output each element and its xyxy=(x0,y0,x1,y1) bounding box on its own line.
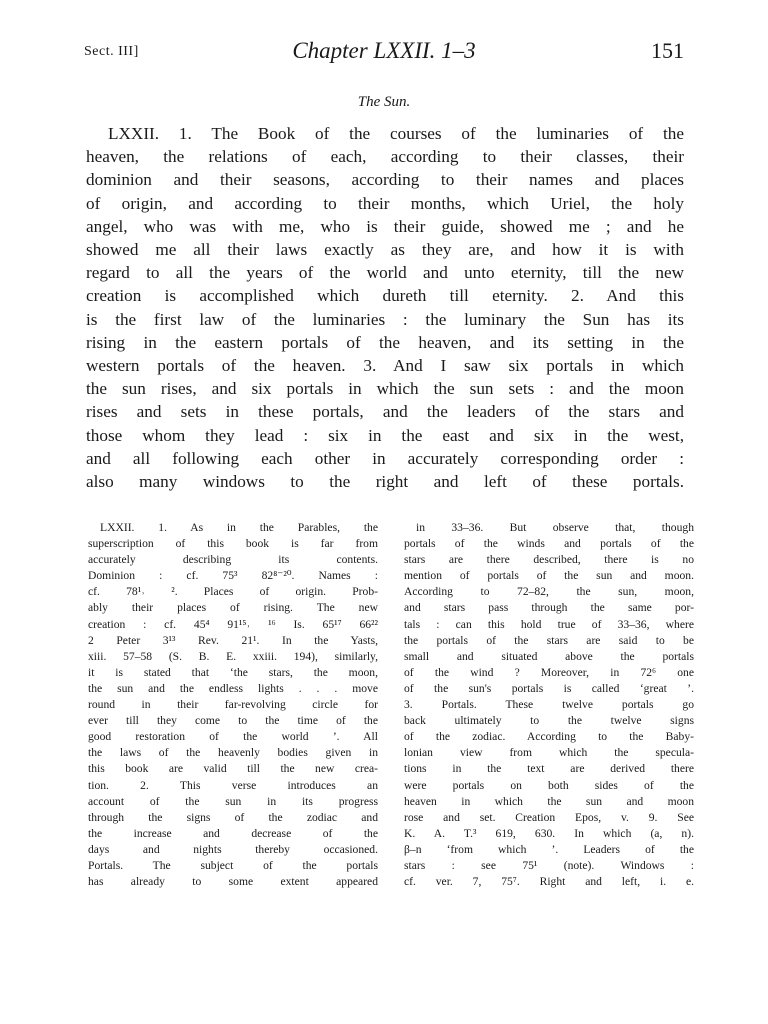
footnote-line: Dominion : cf. 75³ 82⁸⁻²⁰. Names : xyxy=(88,569,378,583)
main-text-line: dominion and their seasons, according to their names and places xyxy=(86,170,684,190)
main-text-line: rising in the eastern portals of the heaven, and its setting in the xyxy=(86,332,684,352)
main-text-line: the sun rises, and six portals in which the sun sets : and the moon xyxy=(86,379,684,399)
main-text-line: of origin, and according to their months, which Uriel, the holy xyxy=(86,193,684,213)
footnote-line: 3. Portals. These twelve portals go xyxy=(404,698,694,712)
footnote-line: back ultimately to the twelve signs xyxy=(404,714,694,728)
footnote-line: tals : can this hold true of 33–36, where xyxy=(404,617,694,631)
footnote-line: LXXII. 1. As in the Parables, the xyxy=(100,521,378,534)
footnote-line: ably their places of rising. The new xyxy=(88,601,378,615)
footnotes-left-column xyxy=(88,520,378,890)
chapter-title: Chapter LXXII. 1–3 xyxy=(292,38,476,63)
footnote-line: in 33–36. But observe that, though xyxy=(416,521,694,534)
main-text-line: creation is accomplished which dureth till eternity. 2. And this xyxy=(86,286,684,306)
footnote-line: were portals on both sides of the xyxy=(404,778,694,792)
main-text-line: those whom they lead : six in the east and six in the west, xyxy=(86,425,684,445)
main-text-line: also many windows to the right and left of these portals. xyxy=(86,472,684,492)
footnote-line: tions in the text are derived there xyxy=(404,762,694,776)
footnote-line: it is stated that ‘the stars, the moon, xyxy=(88,665,378,679)
footnote-line: lonian view from which the specula- xyxy=(404,746,694,760)
main-text-line: regard to all the years of the world and unto eternity, till the new xyxy=(86,263,684,283)
footnote-line: stars : see 75¹ (note). Windows : xyxy=(404,858,694,872)
section-subtitle: The Sun. xyxy=(357,94,411,110)
section-label: Sect. III] xyxy=(84,44,139,59)
footnote-line: this book are valid till the new crea- xyxy=(88,762,378,776)
main-text-line: rises and sets in these portals, and the leaders of the stars and xyxy=(86,402,684,422)
footnote-line: xiii. 57–58 (S. B. E. xxiii. 194), similarly, xyxy=(88,649,378,663)
footnote-line: 2 Peter 3¹³ Rev. 21¹. In the Yasts, xyxy=(88,633,378,647)
footnote-line: good restoration of the world ’. All xyxy=(88,730,378,744)
main-text-line: heaven, the relations of each, according to their classes, their xyxy=(86,147,684,167)
footnote-line: β–n ‘from which ’. Leaders of the xyxy=(404,842,694,856)
footnote-line: the laws of the heavenly bodies given in xyxy=(88,746,378,760)
footnote-line: cf. ver. 7, 75⁷. Right and left, i. e. xyxy=(404,875,694,889)
footnote-line: of the wind ? Moreover, in 72⁶ one xyxy=(404,665,694,679)
page-number: 151 xyxy=(651,38,684,63)
footnote-line: Portals. The subject of the portals xyxy=(88,858,378,872)
footnote-line: stars are there described, there is no xyxy=(404,553,694,567)
footnote-line: mention of portals of the sun and moon. xyxy=(404,569,694,583)
main-text-line: western portals of the heaven. 3. And I saw six portals in which xyxy=(86,356,684,376)
footnote-line: days and nights thereby occasioned. xyxy=(88,842,378,856)
footnote-line: K. A. T.³ 619, 630. In which (a, n). xyxy=(404,826,694,840)
footnote-line: accurately describing its contents. xyxy=(88,553,378,567)
main-text xyxy=(86,122,684,493)
main-text-line: LXXII. 1. The Book of the courses of the luminaries of the xyxy=(108,124,684,143)
footnote-line: cf. 78¹˒ ². Places of origin. Prob- xyxy=(88,585,378,599)
footnote-line: ever till they come to the time of the xyxy=(88,714,378,728)
main-text-line: is the first law of the luminaries : the luminary the Sun has its xyxy=(86,309,684,329)
running-header xyxy=(84,38,684,68)
footnote-line: of the zodiac. According to the Baby- xyxy=(404,730,694,744)
footnote-line: through the signs of the zodiac and xyxy=(88,810,378,824)
main-text-line: and all following each other in accurately corresponding order : xyxy=(86,448,684,468)
footnote-line: account of the sun in its progress xyxy=(88,794,378,808)
footnote-line: and stars pass through the same por- xyxy=(404,601,694,615)
main-text-line: showed me all their laws exactly as they are, and how it is with xyxy=(86,240,684,260)
footnote-line: According to 72–82, the sun, moon, xyxy=(404,585,694,599)
main-text-line: angel, who was with me, who is their guide, showed me ; and he xyxy=(86,216,684,236)
footnotes-right-column xyxy=(404,520,694,890)
footnotes xyxy=(88,520,692,912)
footnote-line: has already to some extent appeared xyxy=(88,875,378,889)
footnote-line: creation : cf. 45⁴ 91¹⁵˒ ¹⁶ Is. 65¹⁷ 66²² xyxy=(88,617,378,631)
footnote-line: the increase and decrease of the xyxy=(88,826,378,840)
footnote-line: superscription of this book is far from xyxy=(88,537,378,551)
footnote-line: of the sun's portals is called ‘great ’. xyxy=(404,681,694,695)
footnote-line: the sun and the endless lights . . . move xyxy=(88,681,378,695)
footnote-line: tion. 2. This verse introduces an xyxy=(88,778,378,792)
footnote-line: the portals of the stars are said to be xyxy=(404,633,694,647)
footnote-line: portals of the winds and portals of the xyxy=(404,537,694,551)
footnote-line: rose and set. Creation Epos, v. 9. See xyxy=(404,810,694,824)
footnote-line: heaven in which the sun and moon xyxy=(404,794,694,808)
footnote-line: small and situated above the portals xyxy=(404,649,694,663)
footnote-line: round in their far-revolving circle for xyxy=(88,698,378,712)
